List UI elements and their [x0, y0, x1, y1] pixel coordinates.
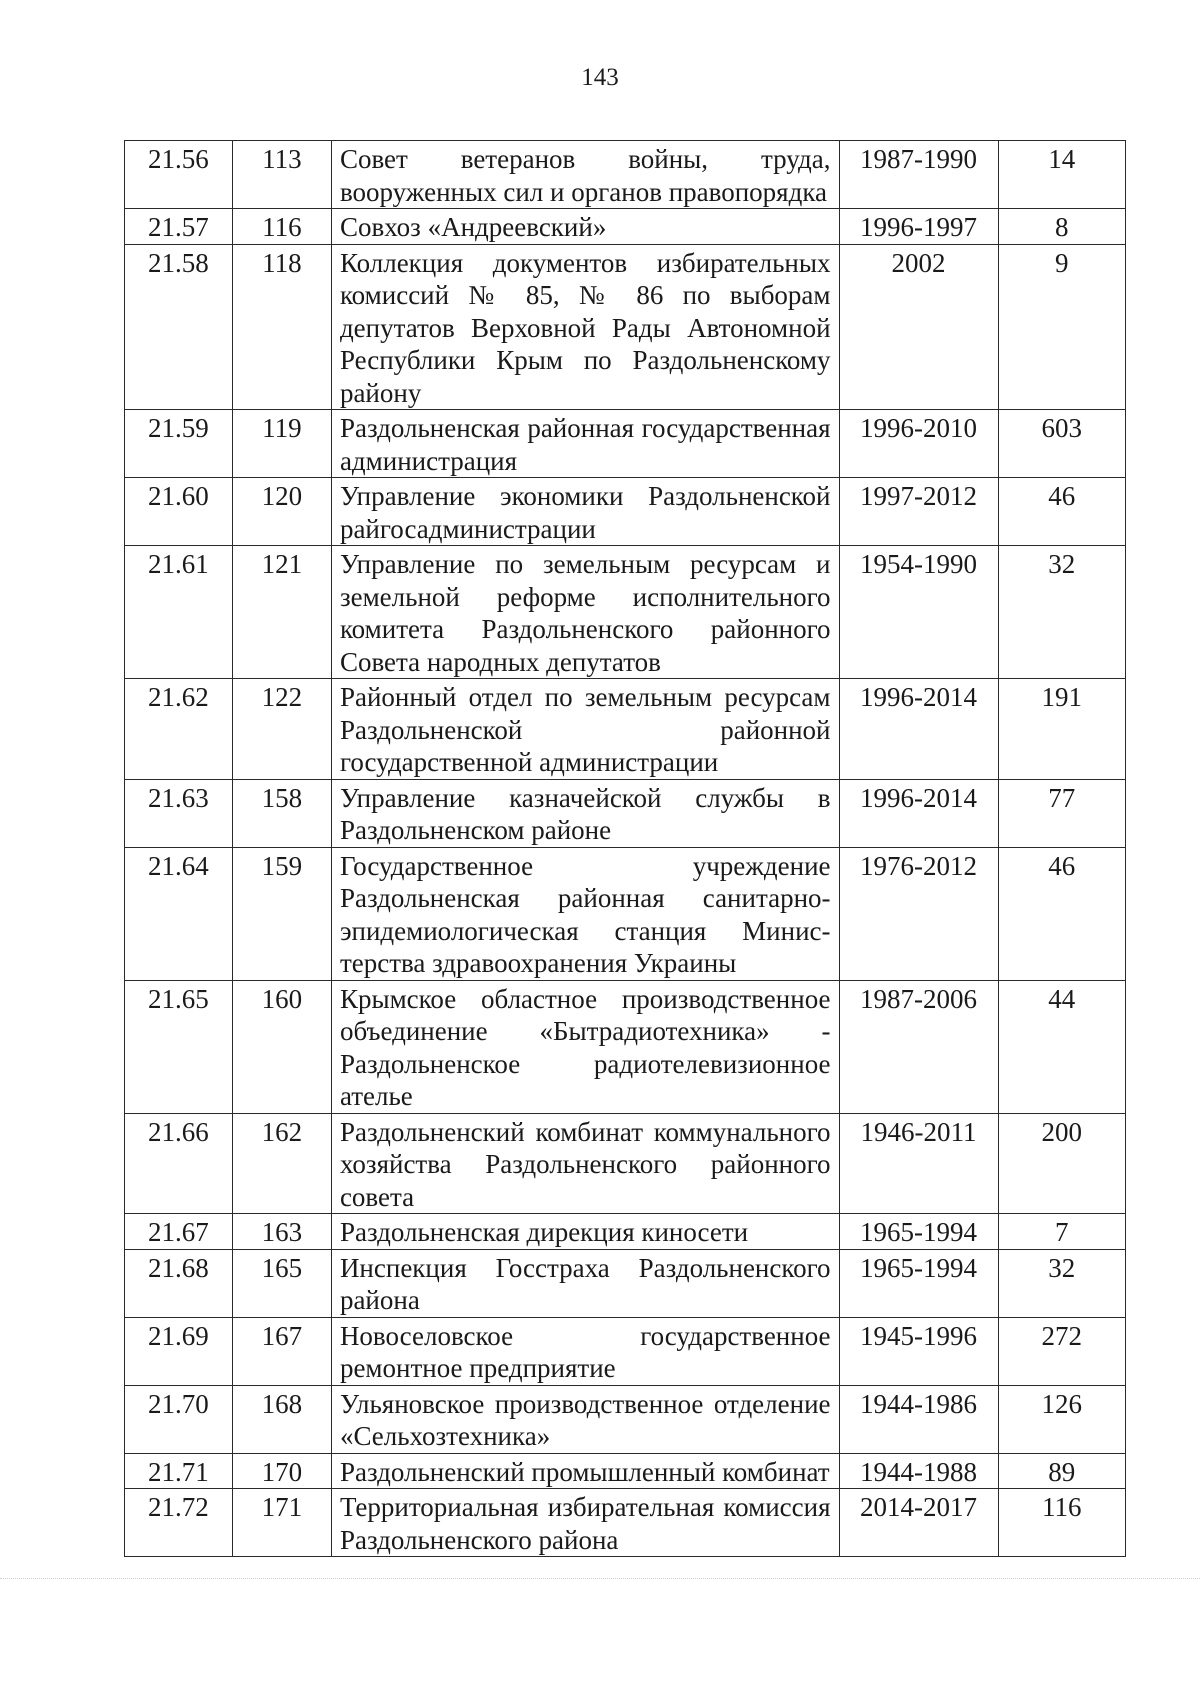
row-number-cell: 21.57: [125, 209, 233, 245]
row-number-cell: 21.62: [125, 679, 233, 780]
file-count-cell: 32: [998, 1249, 1125, 1317]
file-count-cell: 14: [998, 141, 1125, 209]
date-range-cell: 1987-1990: [839, 141, 998, 209]
file-count-cell: 191: [998, 679, 1125, 780]
date-range-cell: 1965-1994: [839, 1249, 998, 1317]
fund-name-cell: Раздольненский промышленный комбинат: [331, 1453, 839, 1489]
fund-name-cell: Ульяновское производственное отделение «Сельхозтехника»: [331, 1385, 839, 1453]
table-row: [125, 980, 1126, 1113]
fund-name-cell: Инспекция Госстраха Раздольненского района: [331, 1249, 839, 1317]
table-row: [125, 546, 1126, 679]
table-row: [125, 1113, 1126, 1214]
date-range-cell: 1996-2014: [839, 779, 998, 847]
date-range-cell: 1965-1994: [839, 1214, 998, 1250]
date-range-cell: 1954-1990: [839, 546, 998, 679]
fund-name-cell: Совет ветеранов войны, труда, вооруженных сил и органов правопорядка: [331, 141, 839, 209]
table-row: [125, 478, 1126, 546]
row-number-cell: 21.56: [125, 141, 233, 209]
row-number-cell: 21.59: [125, 410, 233, 478]
row-number-cell: 21.65: [125, 980, 233, 1113]
fund-number-cell: 162: [232, 1113, 331, 1214]
fund-number-cell: 168: [232, 1385, 331, 1453]
fund-number-cell: 171: [232, 1489, 331, 1557]
page-number: 143: [581, 64, 619, 91]
fund-name-cell: Территориальная избирательная комиссия Раздольненского района: [331, 1489, 839, 1557]
file-count-cell: 46: [998, 478, 1125, 546]
fund-name-cell: Управление по земельным ресурсам и земельной реформе исполнительного комитета Раздольненского районного Совета народных депутатов: [331, 546, 839, 679]
fund-name-cell: Управление экономики Раздольненской райгосадминистрации: [331, 478, 839, 546]
row-number-cell: 21.60: [125, 478, 233, 546]
fund-name-cell: Раздольненский комбинат коммунального хозяйства Раздольненского районного совета: [331, 1113, 839, 1214]
fund-name-cell: Управление казначейской службы в Раздольненском районе: [331, 779, 839, 847]
row-number-cell: 21.72: [125, 1489, 233, 1557]
fund-name-cell: Коллекция документов избирательных комиссий № 85, № 86 по выборам депутатов Верховной Рады Автономной Республики Крым по Раздольненскому району: [331, 244, 839, 410]
file-count-cell: 200: [998, 1113, 1125, 1214]
file-count-cell: 9: [998, 244, 1125, 410]
table-row: [125, 1249, 1126, 1317]
date-range-cell: 1944-1986: [839, 1385, 998, 1453]
table-row: [125, 410, 1126, 478]
fund-number-cell: 119: [232, 410, 331, 478]
fund-name-cell: Государственное учреждение Раздольненская районная санитарно-эпидемиологическая станция Минис-терства здравоохранения Украины: [331, 847, 839, 980]
table-row: [125, 141, 1126, 209]
table-row: [125, 1317, 1126, 1385]
table-row: [125, 1214, 1126, 1250]
table-row: [125, 244, 1126, 410]
fund-number-cell: 159: [232, 847, 331, 980]
row-number-cell: 21.61: [125, 546, 233, 679]
row-number-cell: 21.68: [125, 1249, 233, 1317]
date-range-cell: 1976-2012: [839, 847, 998, 980]
fund-name-cell: Крымское областное производственное объединение «Бытрадиотехника» - Раздольненское радиотелевизионное ателье: [331, 980, 839, 1113]
date-range-cell: 1997-2012: [839, 478, 998, 546]
file-count-cell: 7: [998, 1214, 1125, 1250]
date-range-cell: 1996-2014: [839, 679, 998, 780]
fund-number-cell: 120: [232, 478, 331, 546]
file-count-cell: 44: [998, 980, 1125, 1113]
date-range-cell: 2002: [839, 244, 998, 410]
file-count-cell: 603: [998, 410, 1125, 478]
fund-number-cell: 160: [232, 980, 331, 1113]
scan-edge-line: [0, 1578, 1200, 1580]
fund-name-cell: Районный отдел по земельным ресурсам Раздольненской районной государственной администрации: [331, 679, 839, 780]
fund-number-cell: 118: [232, 244, 331, 410]
table-row: [125, 209, 1126, 245]
row-number-cell: 21.71: [125, 1453, 233, 1489]
file-count-cell: 116: [998, 1489, 1125, 1557]
table-row: [125, 1453, 1126, 1489]
row-number-cell: 21.64: [125, 847, 233, 980]
fund-number-cell: 116: [232, 209, 331, 245]
date-range-cell: 1945-1996: [839, 1317, 998, 1385]
fund-number-cell: 122: [232, 679, 331, 780]
row-number-cell: 21.58: [125, 244, 233, 410]
date-range-cell: 1944-1988: [839, 1453, 998, 1489]
file-count-cell: 272: [998, 1317, 1125, 1385]
row-number-cell: 21.69: [125, 1317, 233, 1385]
file-count-cell: 77: [998, 779, 1125, 847]
fund-number-cell: 121: [232, 546, 331, 679]
date-range-cell: 1987-2006: [839, 980, 998, 1113]
table-row: [125, 779, 1126, 847]
row-number-cell: 21.66: [125, 1113, 233, 1214]
table-row: [125, 1489, 1126, 1557]
date-range-cell: 1946-2011: [839, 1113, 998, 1214]
fund-name-cell: Новоселовское государственное ремонтное предприятие: [331, 1317, 839, 1385]
fund-name-cell: Совхоз «Андреевский»: [331, 209, 839, 245]
date-range-cell: 2014-2017: [839, 1489, 998, 1557]
table-row: [125, 679, 1126, 780]
fund-number-cell: 165: [232, 1249, 331, 1317]
table-row: [125, 847, 1126, 980]
fund-number-cell: 167: [232, 1317, 331, 1385]
fund-number-cell: 163: [232, 1214, 331, 1250]
fund-number-cell: 158: [232, 779, 331, 847]
table-body: [125, 141, 1126, 1557]
archive-fund-table: [124, 140, 1126, 1557]
table-row: [125, 1385, 1126, 1453]
file-count-cell: 46: [998, 847, 1125, 980]
date-range-cell: 1996-1997: [839, 209, 998, 245]
fund-name-cell: Раздольненская районная государственная администрация: [331, 410, 839, 478]
row-number-cell: 21.63: [125, 779, 233, 847]
row-number-cell: 21.70: [125, 1385, 233, 1453]
fund-name-cell: Раздольненская дирекция киносети: [331, 1214, 839, 1250]
fund-number-cell: 113: [232, 141, 331, 209]
file-count-cell: 126: [998, 1385, 1125, 1453]
file-count-cell: 89: [998, 1453, 1125, 1489]
file-count-cell: 32: [998, 546, 1125, 679]
file-count-cell: 8: [998, 209, 1125, 245]
fund-number-cell: 170: [232, 1453, 331, 1489]
row-number-cell: 21.67: [125, 1214, 233, 1250]
date-range-cell: 1996-2010: [839, 410, 998, 478]
